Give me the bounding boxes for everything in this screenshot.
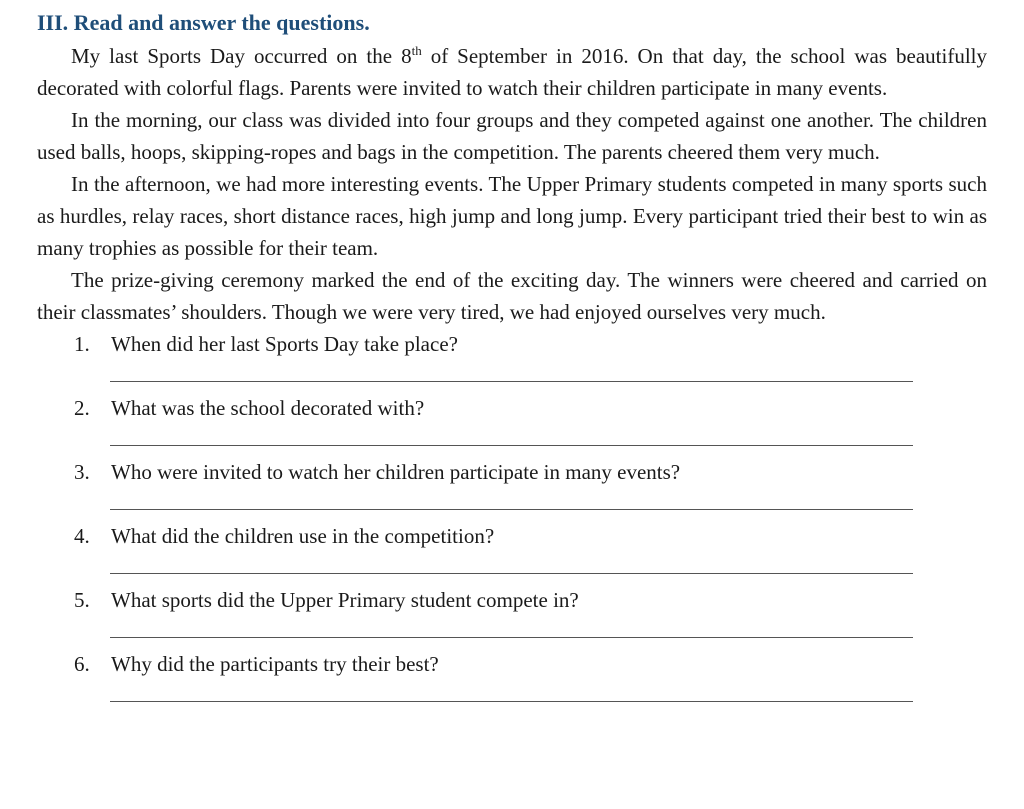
answer-line[interactable] xyxy=(110,445,913,446)
paragraph-3: In the afternoon, we had more interesting events. The Upper Primary students competed in many sports such as hurdles, relay races, short distance races, high jump and long jump. Every participant tried their best to win as many trophies as possible for their team. xyxy=(37,172,987,260)
question-item xyxy=(37,392,987,456)
worksheet xyxy=(37,8,987,712)
question-item xyxy=(37,456,987,520)
question-list xyxy=(37,328,987,712)
answer-line[interactable] xyxy=(110,509,913,510)
question-number: 3. xyxy=(74,460,90,484)
answer-line[interactable] xyxy=(110,573,913,574)
paragraph-1-rest: of September in 2016. On that day, the school was beautifully decorated with colorful flags. Parents were invited to watch their children participate in many events. xyxy=(37,44,988,100)
question-number: 6. xyxy=(74,652,90,676)
question-text: Why did the participants try their best? xyxy=(111,652,439,676)
question-text: What sports did the Upper Primary student compete in? xyxy=(111,588,579,612)
section-heading: III. Read and answer the questions. xyxy=(37,10,370,35)
question-text: Who were invited to watch her children participate in many events? xyxy=(111,460,681,484)
question-text: What was the school decorated with? xyxy=(111,396,425,420)
question-text: What did the children use in the competition? xyxy=(111,524,495,548)
question-item xyxy=(37,520,987,584)
question-item xyxy=(37,584,987,648)
answer-line[interactable] xyxy=(110,637,913,638)
ordinal-suffix: th xyxy=(411,43,422,58)
question-item xyxy=(37,328,987,392)
question-item xyxy=(37,648,987,712)
question-number: 1. xyxy=(74,332,90,356)
question-number: 5. xyxy=(74,588,90,612)
paragraph-4: The prize-giving ceremony marked the end of the exciting day. The winners were cheered and carried on their classmates’ shoulders. Though we were very tired, we had enjoyed ourselves very much. xyxy=(37,268,987,324)
answer-line[interactable] xyxy=(110,701,913,702)
question-number: 4. xyxy=(74,524,90,548)
paragraph-1 xyxy=(37,40,987,104)
question-number: 2. xyxy=(74,396,90,420)
paragraph-1-start: My last Sports Day occurred on the 8 xyxy=(71,44,412,68)
answer-line[interactable] xyxy=(110,381,913,382)
paragraph-2: In the morning, our class was divided into four groups and they competed against one another. The children used balls, hoops, skipping-ropes and bags in the competition. The parents cheered them very much. xyxy=(37,108,987,164)
question-text: When did her last Sports Day take place? xyxy=(111,332,458,356)
